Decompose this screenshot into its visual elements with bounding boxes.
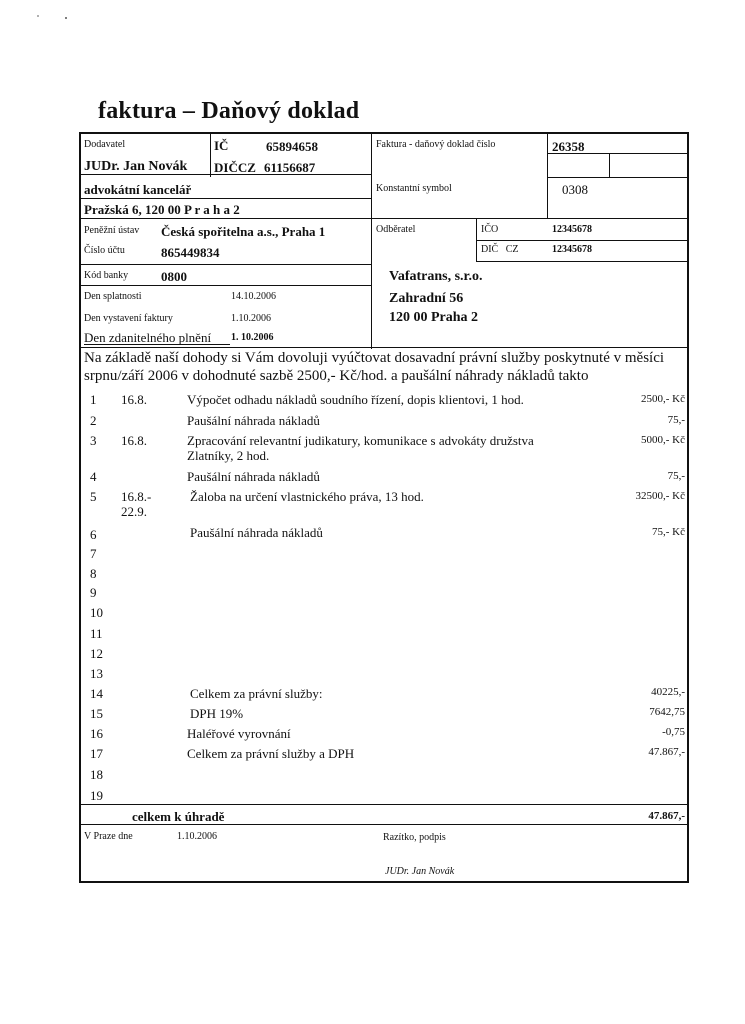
issue-date: 1.10.2006 [231, 313, 271, 324]
customer-ico-label: IČO [481, 224, 499, 235]
bank-code: 0800 [161, 269, 187, 284]
row-number: 3 [90, 433, 97, 448]
row-description: Celkem za právní služby: [190, 686, 323, 701]
row-description: Haléřové vyrovnání [187, 726, 291, 741]
row-date: 16.8. [121, 392, 147, 407]
row-number: 11 [90, 626, 103, 641]
row-amount: 7642,75 [649, 706, 685, 718]
row-amount: 75,- Kč [652, 526, 685, 538]
total-value: 47.867,- [648, 810, 685, 822]
constant-symbol: 0308 [562, 182, 588, 197]
place-label: V Praze dne [84, 831, 133, 842]
signature-name: JUDr. Jan Novák [385, 866, 455, 877]
supplier-address: Pražská 6, 120 00 P r a h a 2 [84, 202, 240, 217]
row-description: Žaloba na určení vlastnického práva, 13 hod. [190, 489, 424, 504]
due-date-label: Den splatnosti [84, 291, 142, 302]
row-date: 16.8. [121, 433, 147, 448]
customer-dic-label: DIČ CZ [481, 244, 519, 255]
customer-label: Odběratel [376, 224, 416, 235]
speck [37, 15, 39, 17]
row-description: Výpočet odhadu nákladů soudního řízení, dopis klientovi, 1 hod. [187, 392, 524, 407]
customer-ico: 12345678 [552, 224, 592, 235]
customer-city: 120 00 Praha 2 [389, 310, 479, 325]
row-number: 17 [90, 746, 103, 761]
customer-street: Zahradní 56 [389, 291, 464, 306]
bank-name: Česká spořitelna a.s., Praha 1 [161, 224, 326, 239]
document-title: faktura – Daňový doklad [98, 98, 360, 124]
bank-code-label: Kód banky [84, 270, 129, 281]
row-amount: 47.867,- [648, 746, 685, 758]
speck [65, 17, 67, 19]
row-number: 13 [90, 666, 103, 681]
row-number: 4 [90, 469, 97, 484]
row-number: 9 [90, 585, 97, 600]
ic-label: IČ [214, 138, 229, 153]
row-amount: 5000,- Kč [641, 434, 685, 446]
supplier-label: Dodavatel [84, 139, 126, 150]
stamp-label: Razítko, podpis [383, 832, 446, 843]
invoice-number: 26358 [552, 139, 585, 154]
customer-dic: 12345678 [552, 244, 592, 255]
row-number: 10 [90, 605, 103, 620]
row-amount: 75,- [667, 470, 685, 482]
invoice-number-label: Faktura - daňový doklad číslo [376, 139, 496, 150]
taxable-date-label: Den zdanitelného plnění [84, 330, 212, 345]
row-number: 14 [90, 686, 103, 701]
row-description: Paušální náhrada nákladů [187, 413, 320, 428]
row-number: 5 [90, 489, 97, 504]
row-number: 12 [90, 646, 103, 661]
row-number: 19 [90, 788, 103, 803]
dic-value: 61156687 [264, 160, 316, 175]
row-number: 6 [90, 527, 97, 542]
row-number: 1 [90, 392, 97, 407]
taxable-date: 1. 10.2006 [231, 332, 274, 343]
supplier-name: JUDr. Jan Novák [84, 159, 188, 174]
ic-value: 65894658 [266, 139, 318, 154]
row-description: Celkem za právní služby a DPH [187, 746, 355, 761]
dic-label: DIČCZ [214, 160, 256, 175]
supplier-type: advokátní kancelář [84, 182, 192, 197]
row-amount: 32500,- Kč [635, 490, 685, 502]
footer-date: 1.10.2006 [177, 831, 217, 842]
row-amount: 75,- [667, 414, 685, 426]
row-description: Zpracování relevantní judikatury, komunikace s advokáty družstva Zlatníky, 2 hod. [187, 433, 534, 463]
account-number: 865449834 [161, 245, 220, 260]
bank-label: Peněžní ústav [84, 225, 140, 236]
row-amount: -0,75 [662, 726, 685, 738]
row-description: Paušální náhrada nákladů [187, 469, 320, 484]
row-number: 8 [90, 566, 97, 581]
issue-date-label: Den vystavení faktury [84, 313, 173, 324]
constant-symbol-label: Konstantní symbol [376, 183, 452, 194]
row-description: Paušální náhrada nákladů [190, 525, 323, 540]
row-date: 16.8.- 22.9. [121, 489, 152, 519]
due-date: 14.10.2006 [231, 291, 276, 302]
account-label: Číslo účtu [84, 245, 125, 256]
row-number: 7 [90, 546, 97, 561]
total-label: celkem k úhradě [132, 809, 225, 824]
intro-text: Na základě naší dohody si Vám dovoluji vyúčtovat dosavadní právní služby poskytnuté v měsíci srpnu/září 2006 v dohodnuté sazbě 2500,- Kč/hod. a paušální náhrady nákladů takto [84, 350, 665, 384]
row-description: DPH 19% [190, 706, 244, 721]
row-amount: 40225,- [651, 686, 685, 698]
customer-name: Vafatrans, s.r.o. [389, 269, 483, 284]
row-number: 2 [90, 413, 97, 428]
row-number: 16 [90, 726, 103, 741]
row-amount: 2500,- Kč [641, 393, 685, 405]
row-number: 15 [90, 706, 103, 721]
row-number: 18 [90, 767, 103, 782]
